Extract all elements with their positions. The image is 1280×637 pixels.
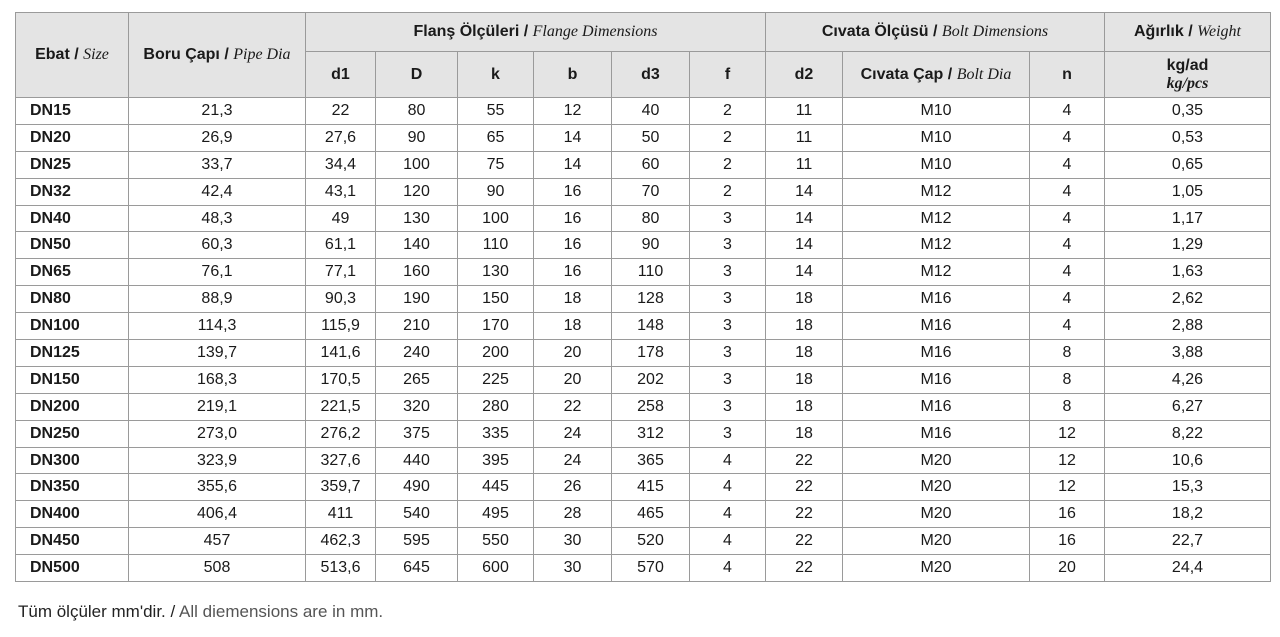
header-bolt-dimensions: Cıvata Ölçüsü / Bolt Dimensions bbox=[766, 13, 1105, 52]
cell-k: 150 bbox=[458, 286, 534, 313]
cell-bolt-dia: M20 bbox=[843, 555, 1030, 582]
cell-d2: 11 bbox=[766, 124, 843, 151]
cell-d2: 22 bbox=[766, 501, 843, 528]
cell-b: 24 bbox=[534, 447, 612, 474]
table-row bbox=[16, 313, 1271, 340]
cell-d3: 178 bbox=[612, 340, 690, 367]
cell-b: 22 bbox=[534, 393, 612, 420]
cell-d3: 520 bbox=[612, 528, 690, 555]
cell-d1: 276,2 bbox=[306, 420, 376, 447]
cell-size: DN40 bbox=[16, 205, 129, 232]
cell-D: 140 bbox=[376, 232, 458, 259]
cell-bolt-dia: M16 bbox=[843, 286, 1030, 313]
cell-weight: 0,35 bbox=[1105, 98, 1271, 125]
cell-d3: 465 bbox=[612, 501, 690, 528]
cell-k: 200 bbox=[458, 340, 534, 367]
header-d3: d3 bbox=[612, 52, 690, 98]
header-k: k bbox=[458, 52, 534, 98]
cell-b: 24 bbox=[534, 420, 612, 447]
cell-b: 14 bbox=[534, 124, 612, 151]
table-row bbox=[16, 474, 1271, 501]
cell-d2: 18 bbox=[766, 340, 843, 367]
cell-D: 210 bbox=[376, 313, 458, 340]
header-f: f bbox=[690, 52, 766, 98]
cell-D: 90 bbox=[376, 124, 458, 151]
cell-weight: 10,6 bbox=[1105, 447, 1271, 474]
cell-d2: 22 bbox=[766, 555, 843, 582]
cell-k: 65 bbox=[458, 124, 534, 151]
cell-bolt-dia: M12 bbox=[843, 205, 1030, 232]
cell-k: 75 bbox=[458, 151, 534, 178]
cell-bolt-dia: M16 bbox=[843, 420, 1030, 447]
table-row bbox=[16, 555, 1271, 582]
cell-size: DN450 bbox=[16, 528, 129, 555]
cell-D: 645 bbox=[376, 555, 458, 582]
cell-n: 8 bbox=[1030, 366, 1105, 393]
cell-f: 3 bbox=[690, 340, 766, 367]
cell-d3: 258 bbox=[612, 393, 690, 420]
cell-k: 280 bbox=[458, 393, 534, 420]
cell-D: 595 bbox=[376, 528, 458, 555]
cell-f: 4 bbox=[690, 501, 766, 528]
cell-weight: 22,7 bbox=[1105, 528, 1271, 555]
cell-k: 225 bbox=[458, 366, 534, 393]
cell-bolt-dia: M16 bbox=[843, 340, 1030, 367]
cell-size: DN350 bbox=[16, 474, 129, 501]
cell-pipe-dia: 406,4 bbox=[129, 501, 306, 528]
cell-f: 2 bbox=[690, 151, 766, 178]
cell-D: 130 bbox=[376, 205, 458, 232]
cell-d1: 77,1 bbox=[306, 259, 376, 286]
cell-b: 30 bbox=[534, 555, 612, 582]
table-row bbox=[16, 232, 1271, 259]
cell-d2: 14 bbox=[766, 178, 843, 205]
cell-bolt-dia: M10 bbox=[843, 124, 1030, 151]
cell-d3: 570 bbox=[612, 555, 690, 582]
cell-pipe-dia: 76,1 bbox=[129, 259, 306, 286]
cell-k: 550 bbox=[458, 528, 534, 555]
cell-d2: 22 bbox=[766, 528, 843, 555]
cell-f: 3 bbox=[690, 286, 766, 313]
cell-bolt-dia: M10 bbox=[843, 98, 1030, 125]
cell-k: 100 bbox=[458, 205, 534, 232]
cell-D: 120 bbox=[376, 178, 458, 205]
table-header bbox=[16, 13, 1271, 98]
cell-b: 16 bbox=[534, 232, 612, 259]
header-size: Ebat / Size bbox=[16, 13, 129, 98]
cell-d1: 43,1 bbox=[306, 178, 376, 205]
cell-f: 2 bbox=[690, 98, 766, 125]
cell-bolt-dia: M12 bbox=[843, 259, 1030, 286]
cell-n: 4 bbox=[1030, 98, 1105, 125]
cell-d2: 18 bbox=[766, 286, 843, 313]
cell-bolt-dia: M12 bbox=[843, 232, 1030, 259]
cell-d2: 18 bbox=[766, 393, 843, 420]
cell-d1: 27,6 bbox=[306, 124, 376, 151]
table-row bbox=[16, 501, 1271, 528]
cell-n: 16 bbox=[1030, 501, 1105, 528]
cell-k: 335 bbox=[458, 420, 534, 447]
cell-d2: 14 bbox=[766, 232, 843, 259]
header-n: n bbox=[1030, 52, 1105, 98]
cell-d2: 14 bbox=[766, 259, 843, 286]
cell-d1: 411 bbox=[306, 501, 376, 528]
cell-f: 3 bbox=[690, 366, 766, 393]
cell-weight: 15,3 bbox=[1105, 474, 1271, 501]
cell-d3: 40 bbox=[612, 98, 690, 125]
cell-d1: 221,5 bbox=[306, 393, 376, 420]
cell-size: DN32 bbox=[16, 178, 129, 205]
table-row bbox=[16, 259, 1271, 286]
cell-n: 8 bbox=[1030, 393, 1105, 420]
cell-b: 12 bbox=[534, 98, 612, 125]
cell-b: 20 bbox=[534, 340, 612, 367]
cell-b: 30 bbox=[534, 528, 612, 555]
table-row bbox=[16, 447, 1271, 474]
cell-n: 4 bbox=[1030, 124, 1105, 151]
cell-weight: 6,27 bbox=[1105, 393, 1271, 420]
table-row bbox=[16, 98, 1271, 125]
cell-f: 4 bbox=[690, 528, 766, 555]
cell-b: 18 bbox=[534, 286, 612, 313]
cell-d1: 170,5 bbox=[306, 366, 376, 393]
cell-size: DN100 bbox=[16, 313, 129, 340]
cell-b: 16 bbox=[534, 178, 612, 205]
cell-D: 160 bbox=[376, 259, 458, 286]
cell-f: 2 bbox=[690, 178, 766, 205]
cell-d1: 141,6 bbox=[306, 340, 376, 367]
header-D: D bbox=[376, 52, 458, 98]
cell-k: 170 bbox=[458, 313, 534, 340]
cell-D: 80 bbox=[376, 98, 458, 125]
cell-f: 3 bbox=[690, 259, 766, 286]
cell-weight: 0,53 bbox=[1105, 124, 1271, 151]
cell-f: 2 bbox=[690, 124, 766, 151]
cell-d1: 34,4 bbox=[306, 151, 376, 178]
cell-d2: 22 bbox=[766, 447, 843, 474]
cell-d2: 11 bbox=[766, 98, 843, 125]
cell-D: 490 bbox=[376, 474, 458, 501]
cell-f: 4 bbox=[690, 447, 766, 474]
header-d1: d1 bbox=[306, 52, 376, 98]
header-d2: d2 bbox=[766, 52, 843, 98]
cell-b: 18 bbox=[534, 313, 612, 340]
cell-f: 3 bbox=[690, 232, 766, 259]
cell-d3: 202 bbox=[612, 366, 690, 393]
cell-pipe-dia: 21,3 bbox=[129, 98, 306, 125]
cell-n: 12 bbox=[1030, 447, 1105, 474]
cell-k: 130 bbox=[458, 259, 534, 286]
cell-d1: 22 bbox=[306, 98, 376, 125]
cell-k: 495 bbox=[458, 501, 534, 528]
cell-d3: 148 bbox=[612, 313, 690, 340]
cell-size: DN50 bbox=[16, 232, 129, 259]
cell-pipe-dia: 508 bbox=[129, 555, 306, 582]
cell-pipe-dia: 114,3 bbox=[129, 313, 306, 340]
cell-d3: 60 bbox=[612, 151, 690, 178]
cell-D: 375 bbox=[376, 420, 458, 447]
cell-n: 16 bbox=[1030, 528, 1105, 555]
cell-k: 110 bbox=[458, 232, 534, 259]
cell-pipe-dia: 88,9 bbox=[129, 286, 306, 313]
cell-d3: 110 bbox=[612, 259, 690, 286]
cell-D: 320 bbox=[376, 393, 458, 420]
cell-D: 240 bbox=[376, 340, 458, 367]
cell-D: 190 bbox=[376, 286, 458, 313]
cell-D: 440 bbox=[376, 447, 458, 474]
cell-n: 4 bbox=[1030, 313, 1105, 340]
cell-b: 28 bbox=[534, 501, 612, 528]
cell-k: 600 bbox=[458, 555, 534, 582]
cell-f: 3 bbox=[690, 205, 766, 232]
cell-n: 20 bbox=[1030, 555, 1105, 582]
cell-weight: 4,26 bbox=[1105, 366, 1271, 393]
header-weight-unit: kg/ad kg/pcs bbox=[1105, 52, 1271, 98]
cell-d1: 513,6 bbox=[306, 555, 376, 582]
cell-weight: 24,4 bbox=[1105, 555, 1271, 582]
cell-n: 4 bbox=[1030, 232, 1105, 259]
header-flange-dimensions: Flanş Ölçüleri / Flange Dimensions bbox=[306, 13, 766, 52]
cell-d1: 359,7 bbox=[306, 474, 376, 501]
cell-n: 4 bbox=[1030, 286, 1105, 313]
table-row bbox=[16, 420, 1271, 447]
cell-b: 26 bbox=[534, 474, 612, 501]
cell-d3: 312 bbox=[612, 420, 690, 447]
cell-b: 16 bbox=[534, 259, 612, 286]
cell-d3: 70 bbox=[612, 178, 690, 205]
cell-size: DN80 bbox=[16, 286, 129, 313]
cell-d3: 50 bbox=[612, 124, 690, 151]
cell-weight: 0,65 bbox=[1105, 151, 1271, 178]
cell-pipe-dia: 323,9 bbox=[129, 447, 306, 474]
cell-n: 4 bbox=[1030, 205, 1105, 232]
table-row bbox=[16, 151, 1271, 178]
cell-n: 4 bbox=[1030, 178, 1105, 205]
cell-bolt-dia: M20 bbox=[843, 474, 1030, 501]
table-row bbox=[16, 366, 1271, 393]
header-bolt-dia: Cıvata Çap / Bolt Dia bbox=[843, 52, 1030, 98]
cell-d2: 18 bbox=[766, 366, 843, 393]
footnote: Tüm ölçüler mm'dir. / All diemensions are in mm. bbox=[18, 602, 384, 621]
cell-size: DN300 bbox=[16, 447, 129, 474]
header-b: b bbox=[534, 52, 612, 98]
cell-weight: 1,29 bbox=[1105, 232, 1271, 259]
cell-k: 445 bbox=[458, 474, 534, 501]
cell-d1: 90,3 bbox=[306, 286, 376, 313]
cell-D: 265 bbox=[376, 366, 458, 393]
cell-f: 4 bbox=[690, 555, 766, 582]
cell-n: 12 bbox=[1030, 420, 1105, 447]
cell-pipe-dia: 42,4 bbox=[129, 178, 306, 205]
cell-bolt-dia: M20 bbox=[843, 447, 1030, 474]
cell-weight: 18,2 bbox=[1105, 501, 1271, 528]
cell-d3: 90 bbox=[612, 232, 690, 259]
cell-d3: 128 bbox=[612, 286, 690, 313]
cell-bolt-dia: M16 bbox=[843, 393, 1030, 420]
cell-weight: 2,88 bbox=[1105, 313, 1271, 340]
cell-size: DN250 bbox=[16, 420, 129, 447]
cell-f: 3 bbox=[690, 313, 766, 340]
cell-k: 90 bbox=[458, 178, 534, 205]
table-row bbox=[16, 205, 1271, 232]
cell-size: DN400 bbox=[16, 501, 129, 528]
cell-d1: 115,9 bbox=[306, 313, 376, 340]
table-row bbox=[16, 124, 1271, 151]
table-row bbox=[16, 393, 1271, 420]
cell-weight: 3,88 bbox=[1105, 340, 1271, 367]
cell-bolt-dia: M16 bbox=[843, 313, 1030, 340]
cell-d2: 18 bbox=[766, 313, 843, 340]
cell-d1: 327,6 bbox=[306, 447, 376, 474]
cell-bolt-dia: M16 bbox=[843, 366, 1030, 393]
cell-size: DN150 bbox=[16, 366, 129, 393]
cell-weight: 8,22 bbox=[1105, 420, 1271, 447]
cell-b: 14 bbox=[534, 151, 612, 178]
cell-n: 4 bbox=[1030, 151, 1105, 178]
cell-d3: 415 bbox=[612, 474, 690, 501]
table-row bbox=[16, 178, 1271, 205]
cell-D: 540 bbox=[376, 501, 458, 528]
cell-pipe-dia: 457 bbox=[129, 528, 306, 555]
cell-size: DN65 bbox=[16, 259, 129, 286]
cell-d1: 49 bbox=[306, 205, 376, 232]
cell-f: 3 bbox=[690, 420, 766, 447]
cell-n: 12 bbox=[1030, 474, 1105, 501]
cell-size: DN125 bbox=[16, 340, 129, 367]
cell-b: 20 bbox=[534, 366, 612, 393]
cell-k: 395 bbox=[458, 447, 534, 474]
cell-pipe-dia: 33,7 bbox=[129, 151, 306, 178]
cell-pipe-dia: 219,1 bbox=[129, 393, 306, 420]
cell-size: DN20 bbox=[16, 124, 129, 151]
cell-d1: 462,3 bbox=[306, 528, 376, 555]
table-row bbox=[16, 340, 1271, 367]
cell-D: 100 bbox=[376, 151, 458, 178]
cell-size: DN500 bbox=[16, 555, 129, 582]
cell-bolt-dia: M20 bbox=[843, 501, 1030, 528]
cell-d3: 80 bbox=[612, 205, 690, 232]
cell-f: 3 bbox=[690, 393, 766, 420]
flange-dimensions-table bbox=[15, 12, 1271, 582]
cell-d2: 22 bbox=[766, 474, 843, 501]
cell-pipe-dia: 168,3 bbox=[129, 366, 306, 393]
cell-b: 16 bbox=[534, 205, 612, 232]
cell-pipe-dia: 355,6 bbox=[129, 474, 306, 501]
cell-bolt-dia: M12 bbox=[843, 178, 1030, 205]
cell-weight: 1,17 bbox=[1105, 205, 1271, 232]
cell-bolt-dia: M10 bbox=[843, 151, 1030, 178]
cell-k: 55 bbox=[458, 98, 534, 125]
cell-size: DN25 bbox=[16, 151, 129, 178]
header-pipe-dia: Boru Çapı / Pipe Dia bbox=[129, 13, 306, 98]
cell-pipe-dia: 139,7 bbox=[129, 340, 306, 367]
table-body bbox=[16, 98, 1271, 582]
cell-pipe-dia: 273,0 bbox=[129, 420, 306, 447]
header-weight: Ağırlık / Weight bbox=[1105, 13, 1271, 52]
cell-weight: 1,63 bbox=[1105, 259, 1271, 286]
cell-pipe-dia: 48,3 bbox=[129, 205, 306, 232]
cell-n: 8 bbox=[1030, 340, 1105, 367]
cell-d2: 11 bbox=[766, 151, 843, 178]
cell-d1: 61,1 bbox=[306, 232, 376, 259]
cell-d3: 365 bbox=[612, 447, 690, 474]
cell-weight: 2,62 bbox=[1105, 286, 1271, 313]
cell-d2: 14 bbox=[766, 205, 843, 232]
cell-size: DN200 bbox=[16, 393, 129, 420]
cell-n: 4 bbox=[1030, 259, 1105, 286]
table-row bbox=[16, 528, 1271, 555]
cell-pipe-dia: 60,3 bbox=[129, 232, 306, 259]
table-row bbox=[16, 286, 1271, 313]
cell-weight: 1,05 bbox=[1105, 178, 1271, 205]
cell-pipe-dia: 26,9 bbox=[129, 124, 306, 151]
cell-f: 4 bbox=[690, 474, 766, 501]
cell-bolt-dia: M20 bbox=[843, 528, 1030, 555]
cell-d2: 18 bbox=[766, 420, 843, 447]
cell-size: DN15 bbox=[16, 98, 129, 125]
